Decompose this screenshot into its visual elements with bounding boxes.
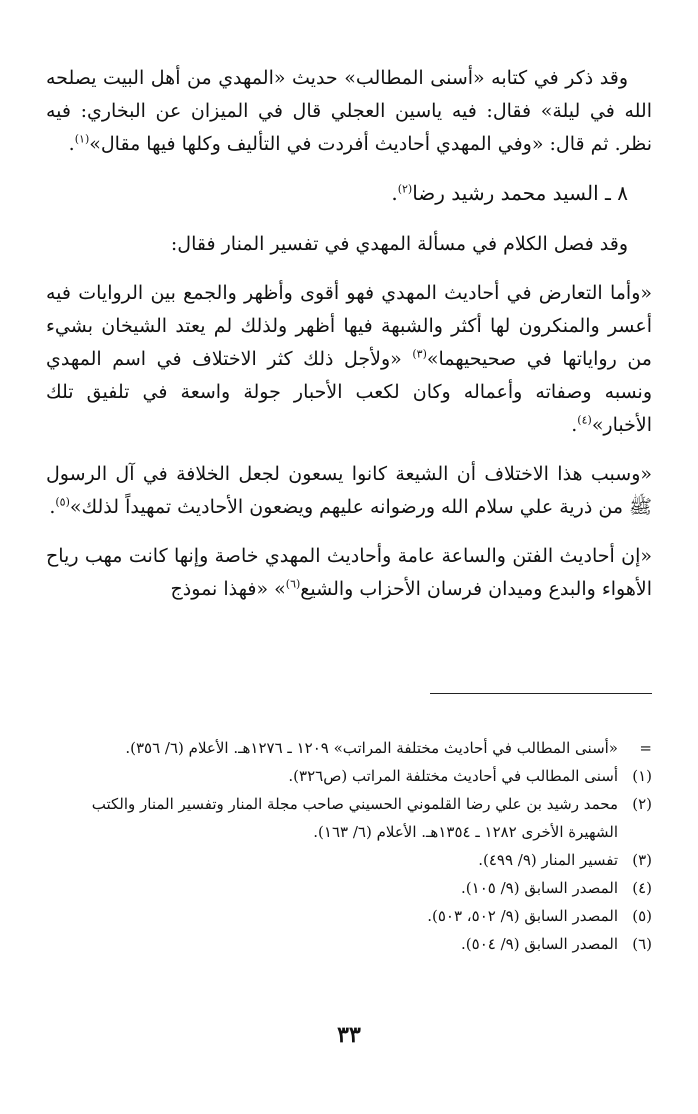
footnote-2: [46, 790, 652, 846]
quote-tail: » «فهذا نموذج: [170, 578, 286, 600]
footnote-text: «أسنى المطالب في أحاديث مختلفة المراتب» ١٢٠٩ ـ ١٢٧٦هـ. الأعلام (٦/ ٣٥٦).: [125, 739, 618, 757]
footnote-mark: (٣): [632, 851, 652, 869]
footnote-ref-3: (٣): [412, 347, 427, 361]
paragraph-text: وقد ذكر في كتابه «أسنى المطالب» حديث «المهدي من أهل البيت يصلحه الله في ليلة» فقال: فيه ياسين العجلي قال في الميزان عن البخاري: فيه نظر. ثم قال: «وفي المهدي أحاديث أفردت في التأليف وكلها فيها مقال»: [46, 67, 652, 155]
quote-contradiction: [46, 277, 652, 442]
footnote-text: المصدر السابق (٩/ ١٠٥).: [461, 879, 618, 897]
footnote-separator: [430, 693, 652, 694]
footnote-text: أسنى المطالب في أحاديث مختلفة المراتب (ص٣٢٦).: [288, 767, 618, 785]
quote-text-part1: «وأما التعارض في أحاديث المهدي فهو أقوى وأظهر والجمع بين الروايات فيه أعسر والمنكرون لها أكثر والشبهة فيها أظهر ولذلك لم يعتد الشيخان بشيء من رواياتها في صحيحيهما»: [46, 282, 652, 370]
footnote-text: تفسير المنار (٩/ ٤٩٩).: [478, 851, 618, 869]
footnotes: [46, 734, 652, 958]
footnote-ref-2: (٢): [397, 182, 413, 196]
footnote-mark: =: [639, 739, 652, 757]
footnote-text: محمد رشيد بن علي رضا القلموني الحسيني صاحب مجلة المنار وتفسير المنار والكتب الشهيرة الأخرى ١٢٨٢ ـ ١٣٥٤هـ. الأعلام (٦/ ١٦٣).: [91, 795, 618, 841]
quote-reason: [46, 458, 652, 524]
paragraph-tail: .: [68, 133, 75, 155]
paragraph-intro: وقد فصل الكلام في مسألة المهدي في تفسير المنار فقال:: [170, 233, 628, 255]
section-heading-text: ٨ ـ السيد محمد رشيد رضا: [412, 181, 628, 205]
quote-tail: .: [49, 496, 56, 518]
quote-text: «وسبب هذا الاختلاف أن الشيعة كانوا يسعون لجعل الخلافة في آل الرسول ﷺ من ذرية علي سلام الله ورضوانه عليهم ويضعون الأحاديث تمهيداً لذلك»: [46, 463, 652, 518]
footnote-mark: (٤): [632, 879, 652, 897]
footnote-ref-5: (٥): [55, 495, 70, 509]
footnote-ref-6: (٦): [285, 577, 301, 591]
footnote-1: [46, 762, 652, 790]
quote-text: «إن أحاديث الفتن والساعة عامة وأحاديث المهدي خاصة وإنها كانت مهب رياح الأهواء والبدع وميدان فرسان الأحزاب والشيع: [46, 545, 652, 600]
footnote-mark: (٢): [632, 795, 652, 813]
footnote-mark: (٦): [632, 935, 652, 953]
footnote-mark: (٥): [632, 907, 652, 925]
footnote-continuation: [46, 734, 652, 762]
paragraph-asna-al-matalib: [46, 62, 652, 161]
page-number: ٣٣: [337, 1022, 361, 1048]
footnote-mark: (١): [632, 767, 652, 785]
section-heading: [46, 177, 652, 210]
section-heading-tail: .: [391, 181, 398, 205]
footnote-ref-1: (١): [74, 132, 90, 146]
quote-fitan: [46, 540, 652, 606]
footnote-5: [46, 902, 652, 930]
quote-text-part2: «ولأجل ذلك كثر الاختلاف في اسم المهدي ونسبه وصفاته وأعماله وكان لكعب الأحبار جولة واسعة في تلفيق تلك الأخبار»: [46, 348, 652, 436]
quote-tail: .: [571, 414, 578, 436]
footnote-4: [46, 874, 652, 902]
main-text: [46, 62, 652, 622]
footnote-3: [46, 846, 652, 874]
footnote-text: المصدر السابق (٩/ ٥٠٢، ٥٠٣).: [427, 907, 618, 925]
footnote-ref-4: (٤): [577, 413, 592, 427]
footnote-6: [46, 930, 652, 958]
footnote-text: المصدر السابق (٩/ ٥٠٤).: [461, 935, 618, 953]
